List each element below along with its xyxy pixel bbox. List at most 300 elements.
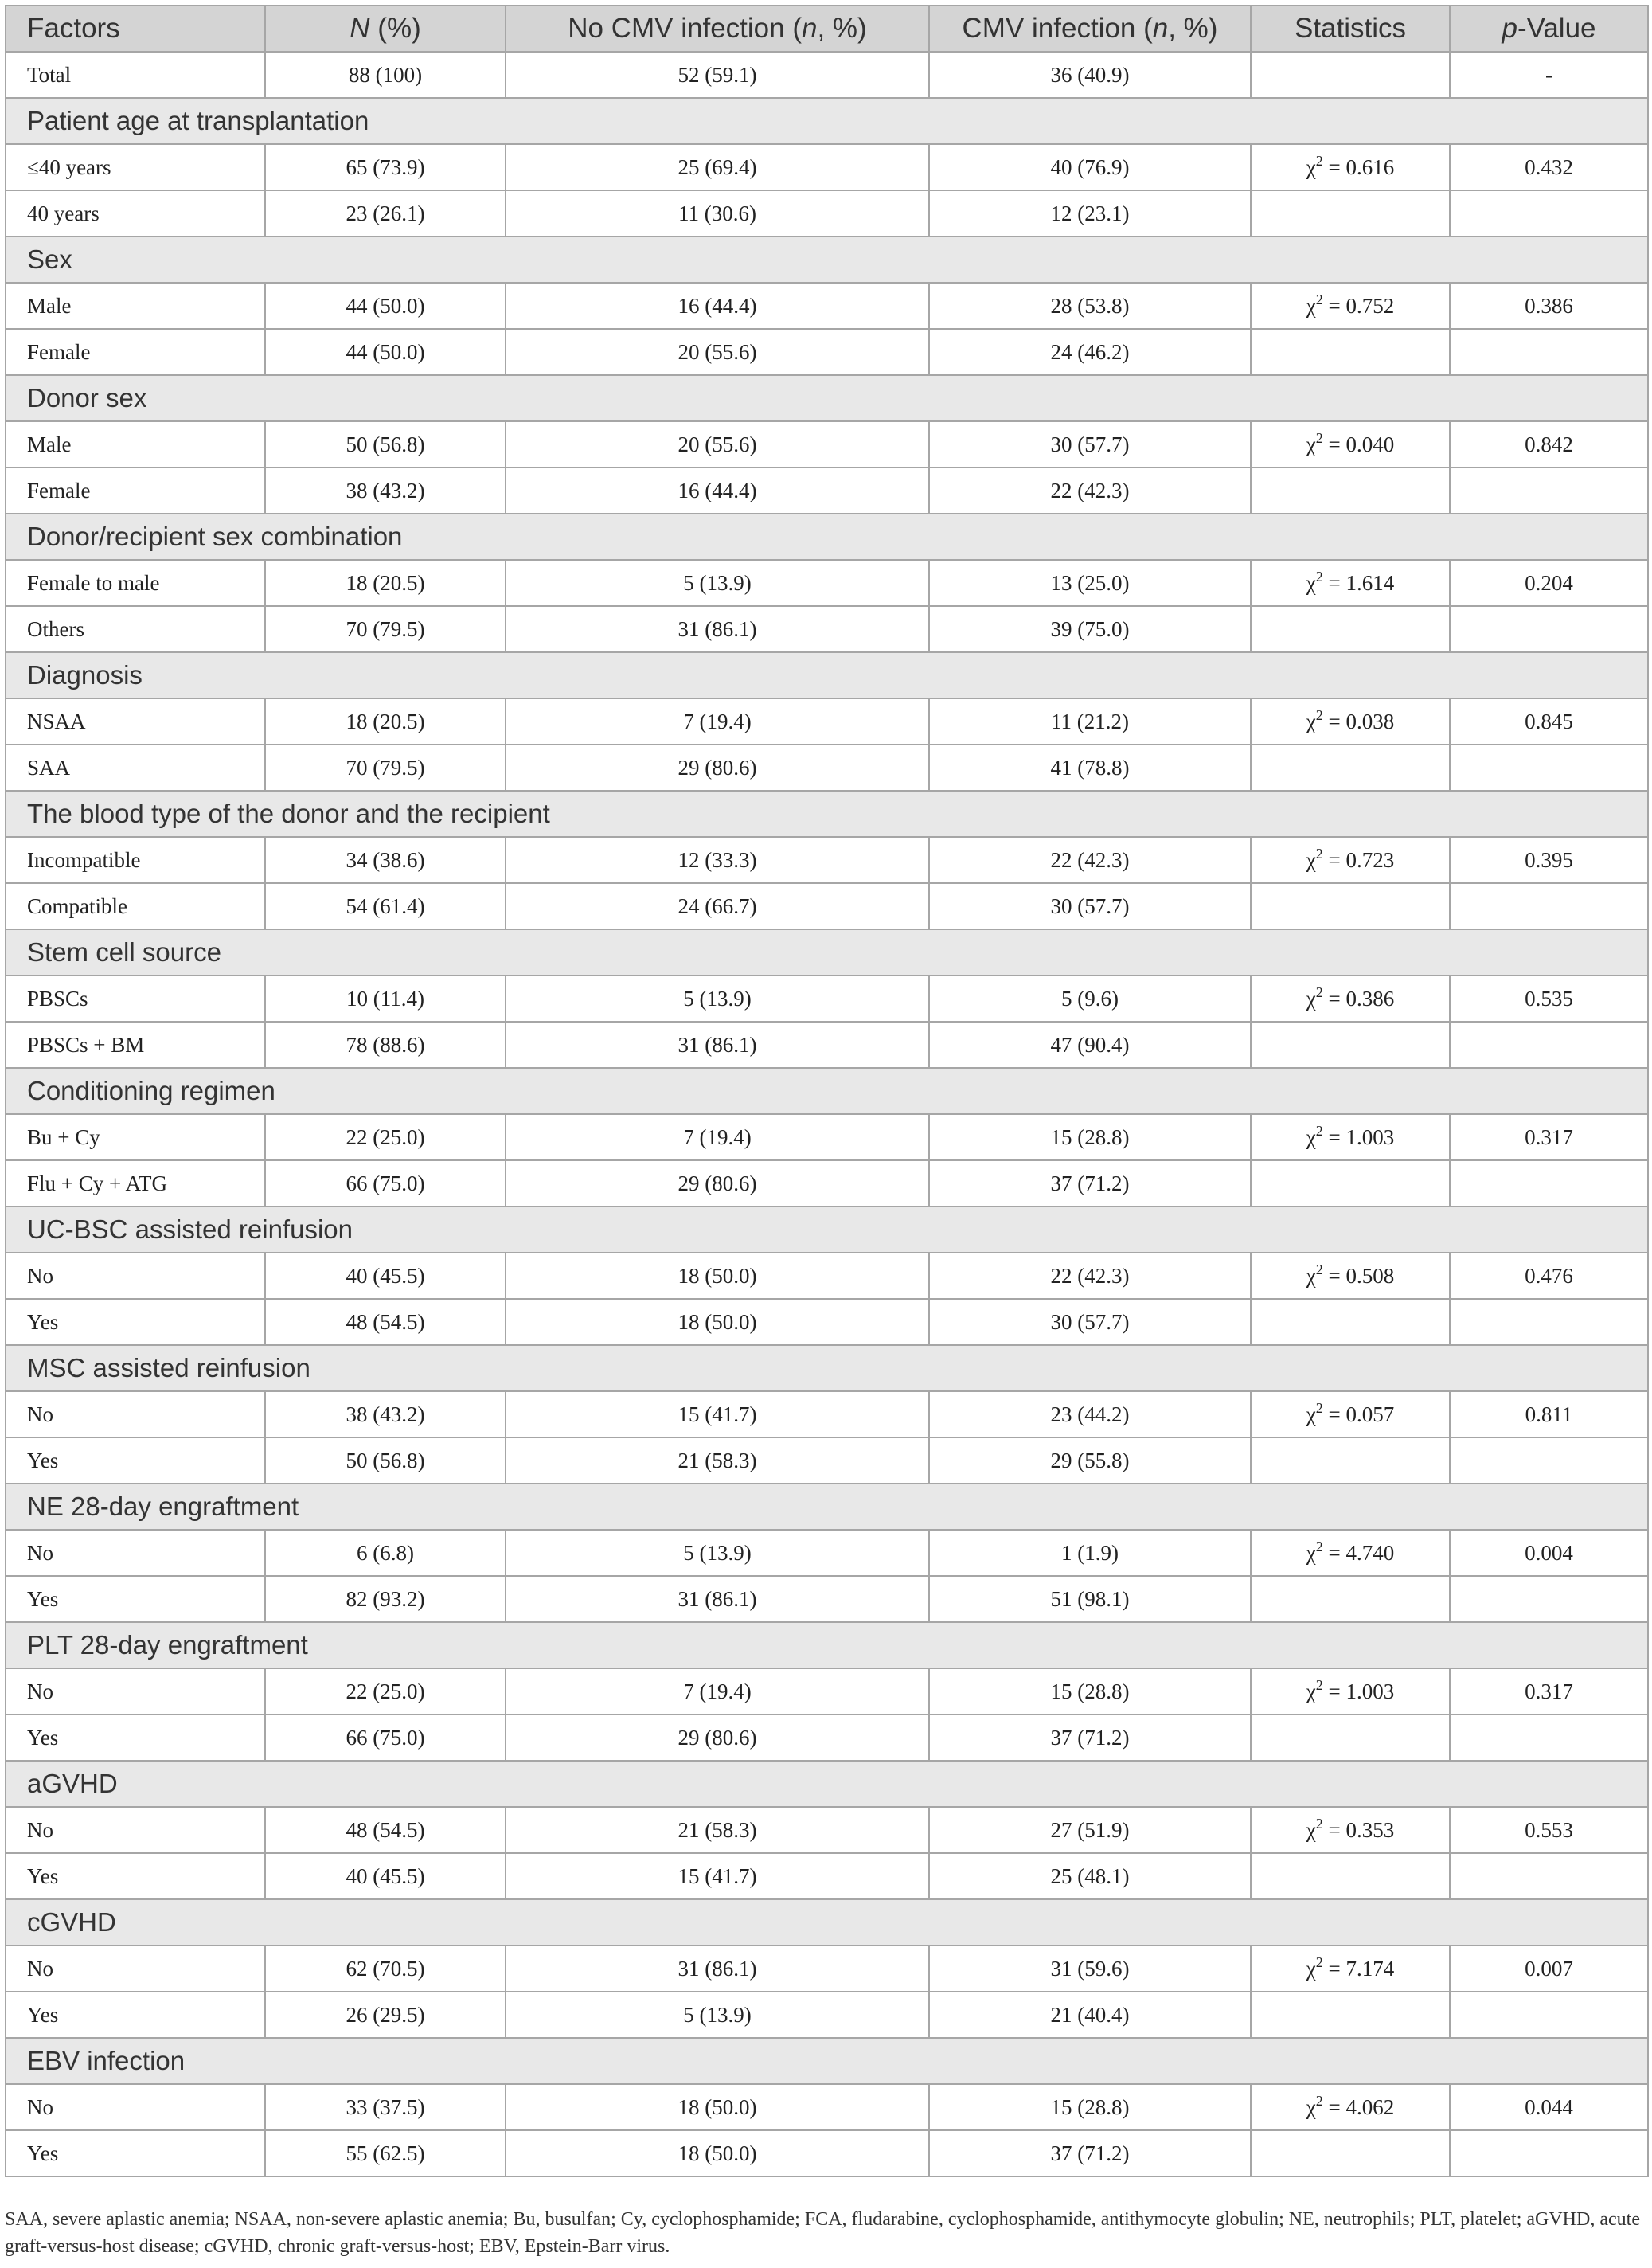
cell-label: Total bbox=[6, 52, 265, 98]
cell-p-value: 0.007 bbox=[1450, 1945, 1648, 1992]
section-row bbox=[6, 1068, 1648, 1114]
cell-no-cmv: 20 (55.6) bbox=[506, 421, 929, 467]
chi-superscript: 2 bbox=[1315, 706, 1323, 723]
chi-value: = 1.614 bbox=[1322, 570, 1395, 595]
cell-cmv: 28 (53.8) bbox=[929, 283, 1251, 329]
chi-value: = 0.057 bbox=[1322, 1402, 1395, 1426]
cell-cmv: 25 (48.1) bbox=[929, 1853, 1251, 1899]
cell-n: 54 (61.4) bbox=[265, 883, 506, 929]
cell-label: Flu + Cy + ATG bbox=[6, 1160, 265, 1206]
cell-n: 38 (43.2) bbox=[265, 467, 506, 514]
chi-symbol: χ bbox=[1306, 1679, 1316, 1703]
chi-value: = 0.353 bbox=[1322, 1817, 1395, 1842]
cell-no-cmv: 20 (55.6) bbox=[506, 329, 929, 375]
table-row bbox=[6, 283, 1648, 329]
cell-p-value: 0.811 bbox=[1450, 1391, 1648, 1437]
section-row bbox=[6, 1345, 1648, 1391]
chi-symbol: χ bbox=[1306, 986, 1316, 1011]
cell-label: Compatible bbox=[6, 883, 265, 929]
cell-n: 70 (79.5) bbox=[265, 745, 506, 791]
section-row bbox=[6, 1484, 1648, 1530]
cell-cmv: 1 (1.9) bbox=[929, 1530, 1251, 1576]
cell-n: 44 (50.0) bbox=[265, 283, 506, 329]
cell-p-value bbox=[1450, 883, 1648, 929]
cell-n: 40 (45.5) bbox=[265, 1853, 506, 1899]
table-row bbox=[6, 2084, 1648, 2130]
cell-stat bbox=[1251, 1253, 1450, 1299]
cell-cmv: 22 (42.3) bbox=[929, 467, 1251, 514]
chi-value: = 1.003 bbox=[1322, 1124, 1395, 1149]
cell-p-value bbox=[1450, 1576, 1648, 1622]
cell-no-cmv: 52 (59.1) bbox=[506, 52, 929, 98]
table-row bbox=[6, 1945, 1648, 1992]
cell-p-value bbox=[1450, 1715, 1648, 1761]
chi-value: = 7.174 bbox=[1322, 1956, 1395, 1981]
cell-n: 55 (62.5) bbox=[265, 2130, 506, 2176]
chi-symbol: χ bbox=[1306, 1263, 1316, 1288]
table-header-row bbox=[6, 6, 1648, 52]
header-n bbox=[265, 6, 506, 52]
chi-symbol: χ bbox=[1306, 1956, 1316, 1981]
cell-n: 23 (26.1) bbox=[265, 190, 506, 237]
header-no-cmv-n: n bbox=[802, 13, 818, 44]
cell-no-cmv: 31 (86.1) bbox=[506, 1945, 929, 1992]
cell-cmv: 27 (51.9) bbox=[929, 1807, 1251, 1853]
cell-n: 33 (37.5) bbox=[265, 2084, 506, 2130]
cell-label: Yes bbox=[6, 1299, 265, 1345]
cell-p-value bbox=[1450, 1992, 1648, 2038]
cell-label: Male bbox=[6, 283, 265, 329]
cell-n: 65 (73.9) bbox=[265, 144, 506, 190]
header-n-italic: N bbox=[350, 13, 370, 44]
cell-n: 50 (56.8) bbox=[265, 421, 506, 467]
section-title: Diagnosis bbox=[6, 652, 1648, 698]
cell-n: 62 (70.5) bbox=[265, 1945, 506, 1992]
table-row bbox=[6, 1530, 1648, 1576]
cell-p-value bbox=[1450, 1160, 1648, 1206]
cell-n: 22 (25.0) bbox=[265, 1114, 506, 1160]
cell-label: No bbox=[6, 1530, 265, 1576]
cell-cmv: 22 (42.3) bbox=[929, 837, 1251, 883]
cell-n: 66 (75.0) bbox=[265, 1160, 506, 1206]
section-title: UC-BSC assisted reinfusion bbox=[6, 1206, 1648, 1253]
cell-stat bbox=[1251, 283, 1450, 329]
cell-n: 18 (20.5) bbox=[265, 698, 506, 745]
table-row bbox=[6, 1114, 1648, 1160]
cell-n: 40 (45.5) bbox=[265, 1253, 506, 1299]
cell-p-value: 0.386 bbox=[1450, 283, 1648, 329]
chi-value: = 0.723 bbox=[1322, 847, 1395, 872]
chi-superscript: 2 bbox=[1315, 1538, 1323, 1554]
cell-no-cmv: 31 (86.1) bbox=[506, 606, 929, 652]
cell-cmv: 5 (9.6) bbox=[929, 976, 1251, 1022]
cell-no-cmv: 25 (69.4) bbox=[506, 144, 929, 190]
cell-cmv: 15 (28.8) bbox=[929, 2084, 1251, 2130]
cell-label: Female bbox=[6, 329, 265, 375]
chi-value: = 0.040 bbox=[1322, 432, 1395, 456]
table-row bbox=[6, 1807, 1648, 1853]
section-row bbox=[6, 791, 1648, 837]
cell-cmv: 15 (28.8) bbox=[929, 1668, 1251, 1715]
cell-stat bbox=[1251, 1992, 1450, 2038]
section-title: PLT 28-day engraftment bbox=[6, 1622, 1648, 1668]
cell-no-cmv: 31 (86.1) bbox=[506, 1022, 929, 1068]
section-title: cGVHD bbox=[6, 1899, 1648, 1945]
cell-label: NSAA bbox=[6, 698, 265, 745]
cell-no-cmv: 29 (80.6) bbox=[506, 745, 929, 791]
section-title: The blood type of the donor and the recipient bbox=[6, 791, 1648, 837]
chi-value: = 0.038 bbox=[1322, 709, 1395, 733]
cell-cmv: 37 (71.2) bbox=[929, 1160, 1251, 1206]
cell-n: 50 (56.8) bbox=[265, 1437, 506, 1484]
chi-value: = 0.386 bbox=[1322, 986, 1395, 1011]
table-row bbox=[6, 329, 1648, 375]
table-row bbox=[6, 2130, 1648, 2176]
table-row bbox=[6, 698, 1648, 745]
cell-stat bbox=[1251, 2130, 1450, 2176]
cell-cmv: 23 (44.2) bbox=[929, 1391, 1251, 1437]
table-row bbox=[6, 1576, 1648, 1622]
section-title: Donor sex bbox=[6, 375, 1648, 421]
cell-stat bbox=[1251, 745, 1450, 791]
cell-p-value: 0.842 bbox=[1450, 421, 1648, 467]
cell-no-cmv: 7 (19.4) bbox=[506, 1114, 929, 1160]
table-row bbox=[6, 1022, 1648, 1068]
header-factors bbox=[6, 6, 265, 52]
chi-superscript: 2 bbox=[1315, 1399, 1323, 1416]
table-row bbox=[6, 883, 1648, 929]
cell-n: 44 (50.0) bbox=[265, 329, 506, 375]
chi-value: = 1.003 bbox=[1322, 1679, 1395, 1703]
cell-cmv: 47 (90.4) bbox=[929, 1022, 1251, 1068]
cell-no-cmv: 12 (33.3) bbox=[506, 837, 929, 883]
cell-stat bbox=[1251, 1299, 1450, 1345]
cell-label: Yes bbox=[6, 1715, 265, 1761]
cell-label: No bbox=[6, 1391, 265, 1437]
cell-stat bbox=[1251, 1391, 1450, 1437]
chi-symbol: χ bbox=[1306, 1402, 1316, 1426]
cell-label: No bbox=[6, 1807, 265, 1853]
table-row bbox=[6, 144, 1648, 190]
cell-label: Incompatible bbox=[6, 837, 265, 883]
cell-cmv: 24 (46.2) bbox=[929, 329, 1251, 375]
chi-symbol: χ bbox=[1306, 1540, 1316, 1565]
cell-cmv: 13 (25.0) bbox=[929, 560, 1251, 606]
cell-no-cmv: 15 (41.7) bbox=[506, 1853, 929, 1899]
section-row bbox=[6, 1899, 1648, 1945]
cell-n: 34 (38.6) bbox=[265, 837, 506, 883]
cell-p-value bbox=[1450, 1853, 1648, 1899]
table-row bbox=[6, 1992, 1648, 2038]
cell-cmv: 40 (76.9) bbox=[929, 144, 1251, 190]
chi-symbol: χ bbox=[1306, 432, 1316, 456]
header-no-cmv-a: No CMV infection ( bbox=[568, 13, 802, 44]
cell-cmv: 30 (57.7) bbox=[929, 1299, 1251, 1345]
table-row bbox=[6, 1299, 1648, 1345]
header-statistics-text: Statistics bbox=[1294, 13, 1407, 44]
cell-label: Yes bbox=[6, 1437, 265, 1484]
header-p-italic: p bbox=[1502, 13, 1517, 44]
cell-p-value: 0.004 bbox=[1450, 1530, 1648, 1576]
cell-p-value: 0.204 bbox=[1450, 560, 1648, 606]
cell-stat bbox=[1251, 329, 1450, 375]
cell-stat bbox=[1251, 837, 1450, 883]
chi-superscript: 2 bbox=[1315, 1676, 1323, 1693]
section-row bbox=[6, 237, 1648, 283]
cell-cmv: 51 (98.1) bbox=[929, 1576, 1251, 1622]
section-row bbox=[6, 98, 1648, 144]
cell-p-value: 0.044 bbox=[1450, 2084, 1648, 2130]
cell-label: No bbox=[6, 1668, 265, 1715]
cell-cmv: 30 (57.7) bbox=[929, 883, 1251, 929]
header-no-cmv bbox=[506, 6, 929, 52]
section-row bbox=[6, 1206, 1648, 1253]
cell-stat bbox=[1251, 1668, 1450, 1715]
cell-cmv: 12 (23.1) bbox=[929, 190, 1251, 237]
cell-no-cmv: 7 (19.4) bbox=[506, 1668, 929, 1715]
table-row bbox=[6, 1853, 1648, 1899]
chi-superscript: 2 bbox=[1315, 568, 1323, 585]
chi-symbol: χ bbox=[1306, 2094, 1316, 2119]
cell-no-cmv: 7 (19.4) bbox=[506, 698, 929, 745]
cell-no-cmv: 16 (44.4) bbox=[506, 467, 929, 514]
cell-n: 38 (43.2) bbox=[265, 1391, 506, 1437]
cell-p-value bbox=[1450, 1437, 1648, 1484]
section-title: aGVHD bbox=[6, 1761, 1648, 1807]
cell-stat bbox=[1251, 1807, 1450, 1853]
cell-cmv: 11 (21.2) bbox=[929, 698, 1251, 745]
cell-cmv: 37 (71.2) bbox=[929, 1715, 1251, 1761]
cell-cmv: 21 (40.4) bbox=[929, 1992, 1251, 2038]
chi-symbol: χ bbox=[1306, 570, 1316, 595]
cell-cmv: 41 (78.8) bbox=[929, 745, 1251, 791]
cell-cmv: 30 (57.7) bbox=[929, 421, 1251, 467]
cell-n: 48 (54.5) bbox=[265, 1807, 506, 1853]
cell-n: 10 (11.4) bbox=[265, 976, 506, 1022]
cell-no-cmv: 21 (58.3) bbox=[506, 1437, 929, 1484]
header-p-value bbox=[1450, 6, 1648, 52]
cell-no-cmv: 5 (13.9) bbox=[506, 1530, 929, 1576]
cell-no-cmv: 31 (86.1) bbox=[506, 1576, 929, 1622]
section-title: EBV infection bbox=[6, 2038, 1648, 2084]
table-row bbox=[6, 190, 1648, 237]
cell-stat bbox=[1251, 1022, 1450, 1068]
cell-label: Others bbox=[6, 606, 265, 652]
chi-symbol: χ bbox=[1306, 1817, 1316, 1842]
header-no-cmv-b: , %) bbox=[817, 13, 867, 44]
section-title: Sex bbox=[6, 237, 1648, 283]
section-title: Stem cell source bbox=[6, 929, 1648, 976]
cell-no-cmv: 15 (41.7) bbox=[506, 1391, 929, 1437]
table-row bbox=[6, 560, 1648, 606]
cell-p-value: 0.432 bbox=[1450, 144, 1648, 190]
cell-n: 70 (79.5) bbox=[265, 606, 506, 652]
cell-label: No bbox=[6, 1253, 265, 1299]
cell-no-cmv: 29 (80.6) bbox=[506, 1715, 929, 1761]
section-title: MSC assisted reinfusion bbox=[6, 1345, 1648, 1391]
table-row bbox=[6, 421, 1648, 467]
cell-label: Bu + Cy bbox=[6, 1114, 265, 1160]
cell-cmv: 37 (71.2) bbox=[929, 2130, 1251, 2176]
section-title: Conditioning regimen bbox=[6, 1068, 1648, 1114]
cell-p-value bbox=[1450, 467, 1648, 514]
cell-no-cmv: 11 (30.6) bbox=[506, 190, 929, 237]
cell-n: 18 (20.5) bbox=[265, 560, 506, 606]
cell-label: Yes bbox=[6, 2130, 265, 2176]
cell-p-value bbox=[1450, 745, 1648, 791]
cell-n: 22 (25.0) bbox=[265, 1668, 506, 1715]
cell-label: Female to male bbox=[6, 560, 265, 606]
chi-symbol: χ bbox=[1306, 847, 1316, 872]
cell-label: SAA bbox=[6, 745, 265, 791]
table-row bbox=[6, 1437, 1648, 1484]
cell-p-value: 0.317 bbox=[1450, 1668, 1648, 1715]
cmv-factors-table bbox=[5, 5, 1649, 2177]
cell-label: PBSCs bbox=[6, 976, 265, 1022]
chi-value: = 0.616 bbox=[1322, 154, 1395, 179]
cell-stat bbox=[1251, 1715, 1450, 1761]
cell-no-cmv: 5 (13.9) bbox=[506, 1992, 929, 2038]
cell-n: 6 (6.8) bbox=[265, 1530, 506, 1576]
table-row bbox=[6, 1253, 1648, 1299]
header-cmv-n: n bbox=[1152, 13, 1169, 44]
section-row bbox=[6, 652, 1648, 698]
header-statistics bbox=[1251, 6, 1450, 52]
cell-p-value bbox=[1450, 606, 1648, 652]
cell-no-cmv: 5 (13.9) bbox=[506, 560, 929, 606]
section-title: Donor/recipient sex combination bbox=[6, 514, 1648, 560]
table-row bbox=[6, 1668, 1648, 1715]
chi-value: = 0.752 bbox=[1322, 293, 1395, 318]
cell-stat bbox=[1251, 144, 1450, 190]
cell-label: PBSCs + BM bbox=[6, 1022, 265, 1068]
cell-stat bbox=[1251, 52, 1450, 98]
cell-cmv: 39 (75.0) bbox=[929, 606, 1251, 652]
chi-symbol: χ bbox=[1306, 1124, 1316, 1149]
section-row bbox=[6, 2038, 1648, 2084]
cell-p-value: 0.395 bbox=[1450, 837, 1648, 883]
cell-n: 78 (88.6) bbox=[265, 1022, 506, 1068]
cell-stat bbox=[1251, 606, 1450, 652]
cell-cmv: 31 (59.6) bbox=[929, 1945, 1251, 1992]
cell-label: Yes bbox=[6, 1853, 265, 1899]
cell-p-value bbox=[1450, 1022, 1648, 1068]
cell-label: Yes bbox=[6, 1576, 265, 1622]
chi-symbol: χ bbox=[1306, 709, 1316, 733]
chi-symbol: χ bbox=[1306, 154, 1316, 179]
cell-p-value bbox=[1450, 190, 1648, 237]
header-cmv-a: CMV infection ( bbox=[962, 13, 1153, 44]
table-row bbox=[6, 837, 1648, 883]
cell-stat bbox=[1251, 421, 1450, 467]
section-row bbox=[6, 1761, 1648, 1807]
section-row bbox=[6, 375, 1648, 421]
table-row bbox=[6, 1715, 1648, 1761]
cell-label: No bbox=[6, 2084, 265, 2130]
cell-stat bbox=[1251, 560, 1450, 606]
cell-stat bbox=[1251, 1853, 1450, 1899]
header-factors-text: Factors bbox=[27, 13, 120, 44]
chi-value: = 0.508 bbox=[1322, 1263, 1395, 1288]
table-row bbox=[6, 976, 1648, 1022]
cell-p-value: - bbox=[1450, 52, 1648, 98]
cell-cmv: 36 (40.9) bbox=[929, 52, 1251, 98]
table-row bbox=[6, 1391, 1648, 1437]
cell-stat bbox=[1251, 1576, 1450, 1622]
cell-cmv: 22 (42.3) bbox=[929, 1253, 1251, 1299]
table-body bbox=[6, 52, 1648, 2176]
cell-label: 40 years bbox=[6, 190, 265, 237]
section-title: Patient age at transplantation bbox=[6, 98, 1648, 144]
cell-no-cmv: 18 (50.0) bbox=[506, 1299, 929, 1345]
cell-n: 88 (100) bbox=[265, 52, 506, 98]
total-row bbox=[6, 52, 1648, 98]
chi-superscript: 2 bbox=[1315, 1953, 1323, 1970]
header-cmv-b: , %) bbox=[1168, 13, 1218, 44]
cell-p-value: 0.553 bbox=[1450, 1807, 1648, 1853]
cell-stat bbox=[1251, 2084, 1450, 2130]
cell-n: 82 (93.2) bbox=[265, 1576, 506, 1622]
chi-superscript: 2 bbox=[1315, 291, 1323, 307]
chi-superscript: 2 bbox=[1315, 429, 1323, 446]
cell-stat bbox=[1251, 698, 1450, 745]
cell-n: 48 (54.5) bbox=[265, 1299, 506, 1345]
section-title: NE 28-day engraftment bbox=[6, 1484, 1648, 1530]
cell-no-cmv: 18 (50.0) bbox=[506, 1253, 929, 1299]
cell-n: 26 (29.5) bbox=[265, 1992, 506, 2038]
cell-no-cmv: 29 (80.6) bbox=[506, 1160, 929, 1206]
cell-no-cmv: 24 (66.7) bbox=[506, 883, 929, 929]
cell-stat bbox=[1251, 976, 1450, 1022]
cell-stat bbox=[1251, 1160, 1450, 1206]
section-row bbox=[6, 1622, 1648, 1668]
cell-p-value: 0.535 bbox=[1450, 976, 1648, 1022]
cell-cmv: 15 (28.8) bbox=[929, 1114, 1251, 1160]
cell-p-value bbox=[1450, 2130, 1648, 2176]
cell-n: 66 (75.0) bbox=[265, 1715, 506, 1761]
chi-superscript: 2 bbox=[1315, 845, 1323, 862]
table-row bbox=[6, 745, 1648, 791]
cell-no-cmv: 16 (44.4) bbox=[506, 283, 929, 329]
cell-no-cmv: 5 (13.9) bbox=[506, 976, 929, 1022]
section-row bbox=[6, 514, 1648, 560]
chi-value: = 4.062 bbox=[1322, 2094, 1395, 2119]
chi-superscript: 2 bbox=[1315, 2092, 1323, 2109]
table-row bbox=[6, 1160, 1648, 1206]
section-row bbox=[6, 929, 1648, 976]
chi-value: = 4.740 bbox=[1322, 1540, 1395, 1565]
chi-superscript: 2 bbox=[1315, 1261, 1323, 1277]
table-row bbox=[6, 606, 1648, 652]
header-p-rest: -Value bbox=[1517, 13, 1596, 44]
cell-stat bbox=[1251, 883, 1450, 929]
cell-stat bbox=[1251, 1945, 1450, 1992]
cell-stat bbox=[1251, 1530, 1450, 1576]
cell-p-value: 0.476 bbox=[1450, 1253, 1648, 1299]
chi-superscript: 2 bbox=[1315, 983, 1323, 1000]
cell-stat bbox=[1251, 1114, 1450, 1160]
cell-p-value: 0.845 bbox=[1450, 698, 1648, 745]
cell-stat bbox=[1251, 1437, 1450, 1484]
header-n-rest: (%) bbox=[369, 13, 421, 44]
cell-stat bbox=[1251, 467, 1450, 514]
cell-label: No bbox=[6, 1945, 265, 1992]
cell-p-value bbox=[1450, 329, 1648, 375]
cell-label: ≤40 years bbox=[6, 144, 265, 190]
cell-label: Female bbox=[6, 467, 265, 514]
chi-superscript: 2 bbox=[1315, 1122, 1323, 1139]
cell-label: Yes bbox=[6, 1992, 265, 2038]
